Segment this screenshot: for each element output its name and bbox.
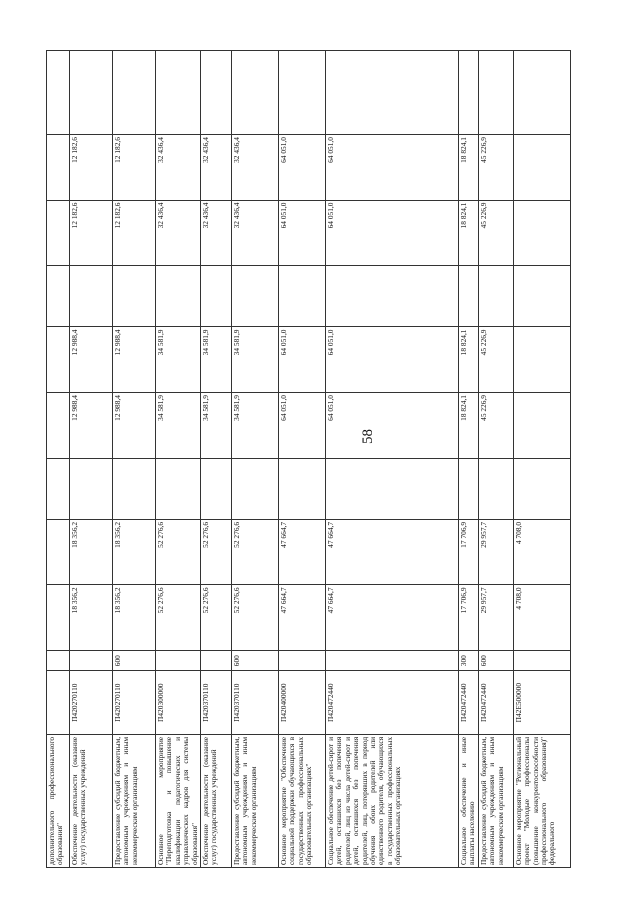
amount-cell: 32 436,4: [232, 135, 279, 201]
target-code-cell: П420472440: [326, 671, 459, 734]
expense-type-cell: [201, 650, 232, 670]
table-row: [201, 51, 232, 868]
expense-type-cell: 600: [478, 650, 513, 670]
amount-cell: [326, 51, 459, 135]
amount-cell: [279, 266, 326, 327]
amount-cell: 47 664,7: [326, 519, 459, 585]
amount-cell: [232, 458, 279, 519]
amount-cell: 12 988,4: [70, 393, 113, 459]
amount-cell: [113, 458, 156, 519]
target-code-cell: П420472440: [478, 671, 513, 734]
amount-cell: [232, 51, 279, 135]
amount-cell: 64 051,0: [326, 393, 459, 459]
amount-cell: 34 581,9: [201, 327, 232, 393]
expense-type-cell: [156, 650, 201, 670]
amount-cell: [156, 458, 201, 519]
amount-cell: [478, 266, 513, 327]
amount-cell: 17 706,9: [459, 519, 479, 585]
amount-cell: 12 182,6: [70, 200, 113, 266]
amount-cell: [156, 266, 201, 327]
amount-cell: [201, 51, 232, 135]
table-row: [326, 51, 459, 868]
amount-cell: 52 276,6: [156, 585, 201, 651]
amount-cell: 12 988,4: [113, 327, 156, 393]
rotated-table-container: [46, 50, 612, 868]
amount-cell: 64 051,0: [279, 200, 326, 266]
amount-cell: [513, 135, 570, 201]
row-name-cell: дополнительного профессионального образования": [47, 734, 70, 867]
table-row: [478, 51, 513, 868]
amount-cell: [513, 200, 570, 266]
amount-cell: [70, 51, 113, 135]
amount-cell: [47, 393, 70, 459]
expense-type-cell: [279, 650, 326, 670]
amount-cell: 64 051,0: [279, 393, 326, 459]
amount-cell: 52 276,6: [232, 519, 279, 585]
amount-cell: 18 824,1: [459, 393, 479, 459]
amount-cell: [156, 51, 201, 135]
amount-cell: [47, 327, 70, 393]
amount-cell: 34 581,9: [232, 327, 279, 393]
amount-cell: 47 664,7: [279, 519, 326, 585]
amount-cell: [47, 200, 70, 266]
amount-cell: 29 957,7: [478, 519, 513, 585]
amount-cell: [513, 327, 570, 393]
expense-type-cell: 600: [232, 650, 279, 670]
amount-cell: 32 436,4: [201, 135, 232, 201]
amount-cell: [201, 458, 232, 519]
target-code-cell: П420270110: [70, 671, 113, 734]
row-name-cell: Предоставление субсидий бюджетным, автономным учреждениям и иным некоммерческим организациям: [232, 734, 279, 867]
amount-cell: [47, 266, 70, 327]
amount-cell: 34 581,9: [232, 393, 279, 459]
amount-cell: [513, 458, 570, 519]
table-row: [113, 51, 156, 868]
amount-cell: [47, 585, 70, 651]
table-row: [70, 51, 113, 868]
amount-cell: [113, 266, 156, 327]
expense-type-cell: 300: [459, 650, 479, 670]
amount-cell: [459, 266, 479, 327]
amount-cell: 12 182,6: [70, 135, 113, 201]
amount-cell: 64 051,0: [326, 135, 459, 201]
page-number: 58: [360, 429, 376, 444]
expense-type-cell: [513, 650, 570, 670]
target-code-cell: П420300000: [156, 671, 201, 734]
amount-cell: [478, 458, 513, 519]
target-code-cell: П420370110: [232, 671, 279, 734]
amount-cell: 12 182,6: [113, 200, 156, 266]
table-row: [232, 51, 279, 868]
amount-cell: [513, 266, 570, 327]
amount-cell: 4 708,0: [513, 519, 570, 585]
amount-cell: 18 824,1: [459, 200, 479, 266]
amount-cell: [47, 519, 70, 585]
amount-cell: 32 436,4: [232, 200, 279, 266]
target-code-cell: П42E500000: [513, 671, 570, 734]
amount-cell: 12 182,6: [113, 135, 156, 201]
amount-cell: [513, 393, 570, 459]
target-code-cell: П420472440: [459, 671, 479, 734]
amount-cell: 47 664,7: [279, 585, 326, 651]
amount-cell: 64 051,0: [326, 200, 459, 266]
amount-cell: 12 988,4: [70, 327, 113, 393]
amount-cell: 52 276,6: [232, 585, 279, 651]
table-row: [513, 51, 570, 868]
target-code-cell: П420400000: [279, 671, 326, 734]
table-row: [156, 51, 201, 868]
amount-cell: 29 957,7: [478, 585, 513, 651]
target-code-cell: П420270110: [113, 671, 156, 734]
amount-cell: [113, 51, 156, 135]
amount-cell: 12 988,4: [113, 393, 156, 459]
amount-cell: 34 581,9: [156, 393, 201, 459]
table-row: [459, 51, 479, 868]
amount-cell: 45 226,9: [478, 200, 513, 266]
amount-cell: 52 276,6: [201, 585, 232, 651]
row-name-cell: Обеспечение деятельности (оказание услуг) государственных учреждений: [201, 734, 232, 867]
amount-cell: [459, 51, 479, 135]
amount-cell: 34 581,9: [201, 393, 232, 459]
amount-cell: [279, 51, 326, 135]
amount-cell: 4 708,0: [513, 585, 570, 651]
amount-cell: [70, 266, 113, 327]
amount-cell: [513, 51, 570, 135]
row-name-cell: Социальное обеспечение детей-сирот и детей, оставшихся без попечения родителей, лиц из числа детей-сирот и детей, оставшихся без попечения родителей, лиц, потерявших в период обучения обоих родителей или единственного родителя, обучающихся в государственных профессиональных образовательных организациях: [326, 734, 459, 867]
amount-cell: 47 664,7: [326, 585, 459, 651]
amount-cell: 64 051,0: [279, 135, 326, 201]
target-code-cell: [47, 671, 70, 734]
row-name-cell: Основное мероприятие "Региональный проект "Молодые профессионалы (повышение конкурентоспособности профессионального образования)" федерального: [513, 734, 570, 867]
amount-cell: [232, 266, 279, 327]
amount-cell: [326, 458, 459, 519]
amount-cell: 18 356,2: [70, 519, 113, 585]
amount-cell: [47, 458, 70, 519]
amount-cell: [47, 51, 70, 135]
row-name-cell: Обеспечение деятельности (оказание услуг) государственных учреждений: [70, 734, 113, 867]
amount-cell: 52 276,6: [201, 519, 232, 585]
row-name-cell: Основное мероприятие "Обеспечение социальной поддержки обучающихся в государственных профессиональных образовательных организациях": [279, 734, 326, 867]
table-row: [47, 51, 70, 868]
table-row: [279, 51, 326, 868]
expense-type-cell: [326, 650, 459, 670]
amount-cell: 45 226,9: [478, 327, 513, 393]
row-name-cell: Предоставление субсидий бюджетным, автономным учреждениям и иным некоммерческим организациям: [478, 734, 513, 867]
amount-cell: 18 356,2: [70, 585, 113, 651]
row-name-cell: Социальное обеспечение и иные выплаты населению: [459, 734, 479, 867]
amount-cell: [201, 266, 232, 327]
amount-cell: 34 581,9: [156, 327, 201, 393]
amount-cell: [326, 266, 459, 327]
amount-cell: 52 276,6: [156, 519, 201, 585]
amount-cell: 32 436,4: [156, 135, 201, 201]
row-name-cell: Основное мероприятие "Переподготовка и повышение квалификации педагогических и управленческих кадров для системы образования": [156, 734, 201, 867]
amount-cell: 45 226,9: [478, 135, 513, 201]
amount-cell: 32 436,4: [156, 200, 201, 266]
amount-cell: [279, 458, 326, 519]
amount-cell: [70, 458, 113, 519]
expense-type-cell: [70, 650, 113, 670]
amount-cell: 64 051,0: [279, 327, 326, 393]
amount-cell: 18 824,1: [459, 135, 479, 201]
amount-cell: [459, 458, 479, 519]
amount-cell: 32 436,4: [201, 200, 232, 266]
amount-cell: 17 706,9: [459, 585, 479, 651]
amount-cell: 64 051,0: [326, 327, 459, 393]
amount-cell: 18 356,2: [113, 519, 156, 585]
target-code-cell: П420370110: [201, 671, 232, 734]
amount-cell: 18 356,2: [113, 585, 156, 651]
amount-cell: [47, 135, 70, 201]
amount-cell: 18 824,1: [459, 327, 479, 393]
amount-cell: 45 226,9: [478, 393, 513, 459]
expense-type-cell: 600: [113, 650, 156, 670]
budget-table: [46, 50, 571, 868]
amount-cell: [478, 51, 513, 135]
row-name-cell: Предоставление субсидий бюджетным, автономным учреждениям и иным некоммерческим организациям: [113, 734, 156, 867]
expense-type-cell: [47, 650, 70, 670]
